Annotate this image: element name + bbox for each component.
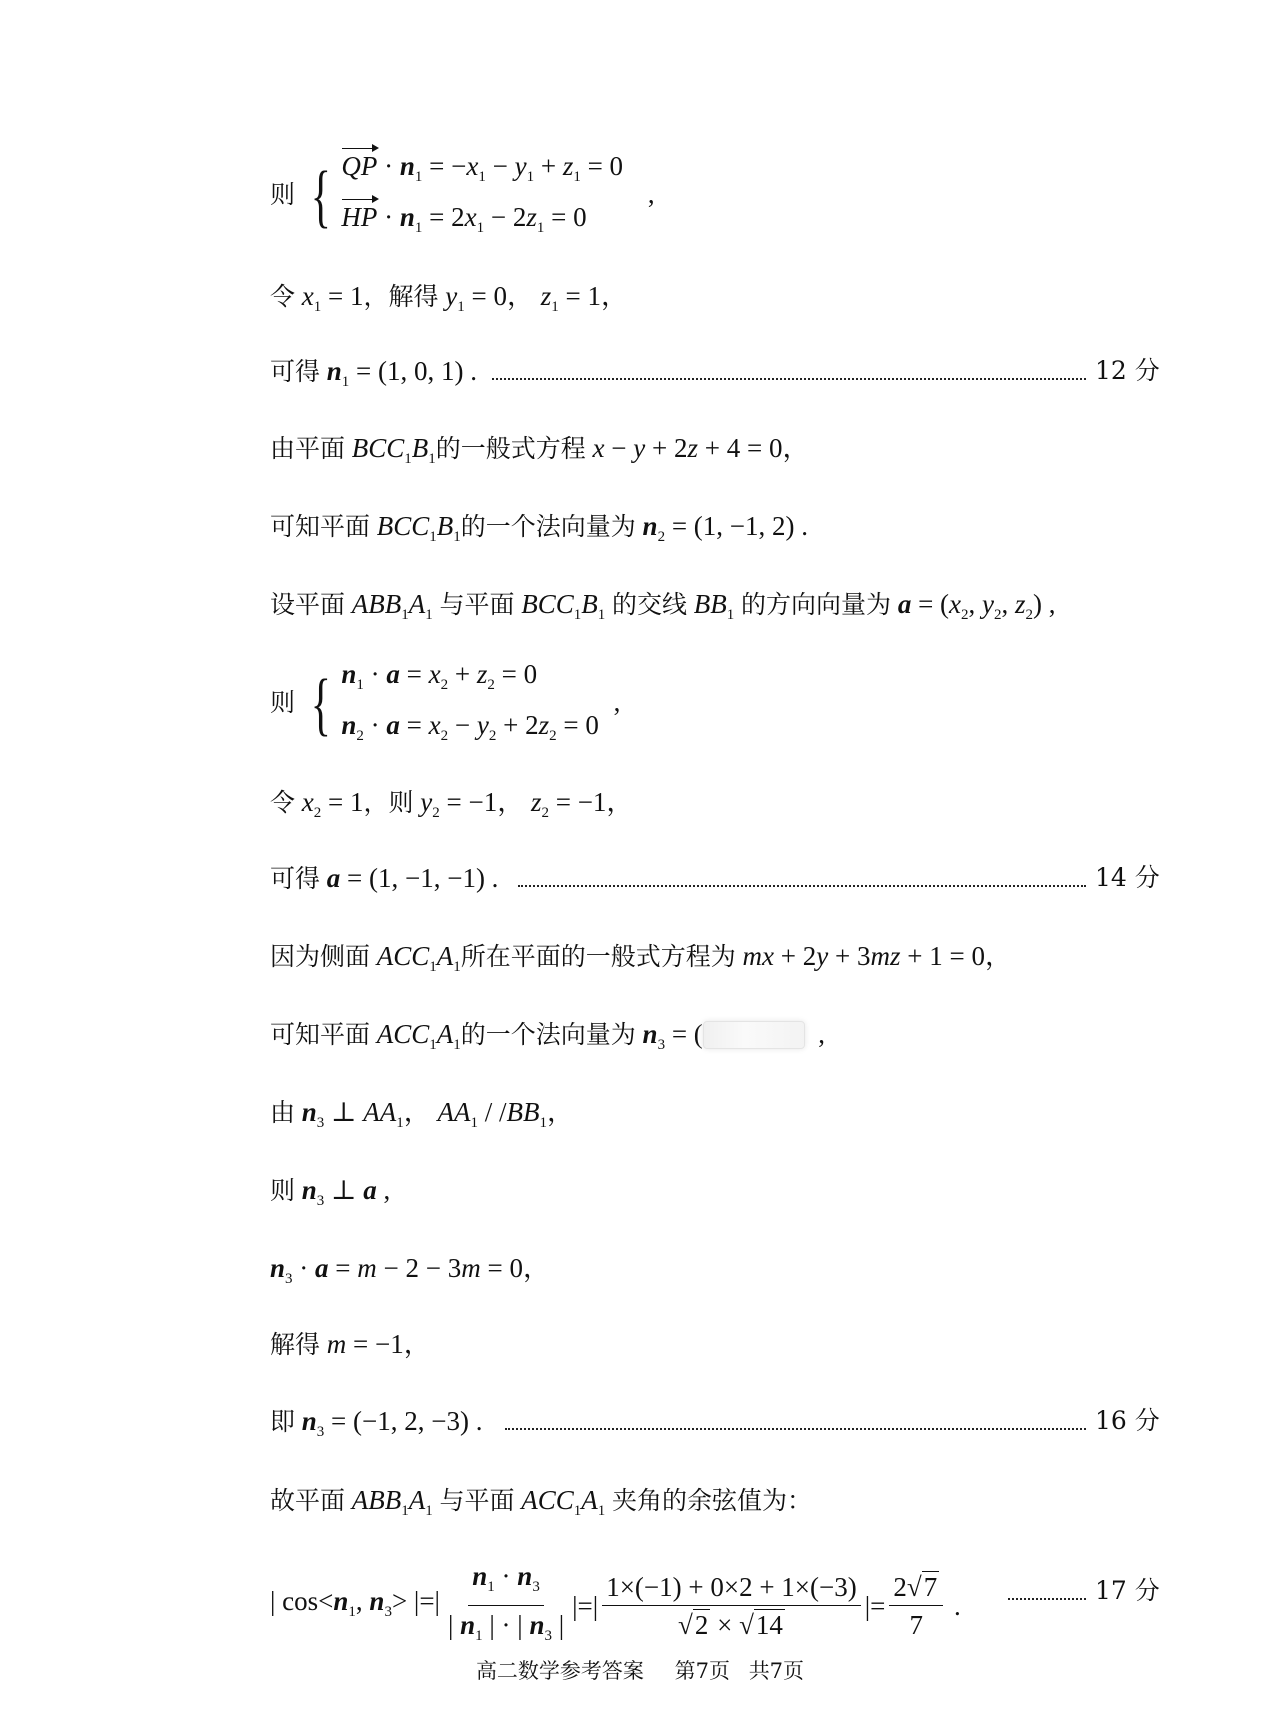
text-prefix: 即 <box>270 1407 296 1436</box>
eq-row: QP · $n_1 = -x_1 - y_1 + z_1 = 0$ <box>341 151 624 185</box>
text-prefix: 由 <box>270 1098 296 1127</box>
eq-n3: 可知平面 $ACC_1A_1$的一个法向量为 $n_3$ = ( , <box>270 1019 826 1053</box>
text-mid: ，解得 <box>363 282 439 311</box>
text-prefix: 设平面 <box>270 590 346 619</box>
eq-perp-aa1: 由 $n_3$ ⊥ $AA_1$， $AA_1 / /BB_1$， <box>270 1097 574 1131</box>
footer-page: 第7页 <box>674 1659 730 1683</box>
fraction: $\frac{n_1 \cdot n_3}{| n_1 | \cdot | n_3 |}$ <box>447 1561 565 1644</box>
eq-a-result: 可得 a = (1, −1, −1) . <box>270 863 499 893</box>
footer-subject: 高二数学参考答案 <box>475 1659 644 1683</box>
eq-plane-bcc1b1: 由平面 $BCC_1B_1$的一般式方程 x − y + 2z + 4 = 0， <box>270 433 810 467</box>
eq-cosine-formula: | $\cos<n_1$, $n_3>$ |=| $\frac{n_1 \cdot n_3}{| n_1 | \cdot | n_3 |}$ |=| $\frac{1\times(-1) + 0\times 2 + 1\times(-3)}{√2 \times √14}$ |= $\frac{2√7}{7}$ . <box>270 1560 961 1652</box>
eq-m-value: 解得 m = −1， <box>270 1329 431 1359</box>
text-prefix: 解得 <box>270 1330 321 1359</box>
text-mid: 的一般式方程 <box>435 434 586 463</box>
text-prefix: 因为侧面 <box>270 942 371 971</box>
text-prefix: 则 <box>270 180 296 210</box>
text-suffix: 夹角的余弦值为： <box>612 1486 813 1515</box>
score-12: 12 分 <box>1095 356 1160 385</box>
eq-let-x1: 令 $x_1 = 1$，解得 $y_1 = 0$， $z_1 = 1$， <box>270 281 628 315</box>
eq-row: $n_2 \cdot a = x_2 - y_2 + 2z_2 = 0$ <box>341 710 599 744</box>
fraction: $\frac{2√7}{7}$ <box>889 1571 943 1641</box>
text-prefix: 令 <box>270 788 296 817</box>
text-prefix: 可知平面 <box>270 512 371 541</box>
fraction: $\frac{1\times(-1) + 0\times 2 + 1\times(-3)}{√2 \times √14}$ <box>602 1571 861 1641</box>
dot-leader <box>505 1428 1086 1430</box>
eq-normal-system-2: 则 { $n_1 \cdot a = x_2 + z_2 = 0$ $n_2 \cdot a = x_2 - y_2 + 2z_2 = 0$ , <box>270 658 620 752</box>
page-footer <box>0 1655 1280 1685</box>
redacted-blur <box>703 1021 805 1049</box>
text-prefix: 则 <box>270 688 296 718</box>
text-mid: 与平面 <box>439 1486 515 1515</box>
score-14: 14 分 <box>1095 863 1160 892</box>
eq-n1-result: 可得 $n_1 = (1$, 0, 1) . <box>270 356 478 390</box>
text-mid: 的方向向量为 <box>741 590 892 619</box>
dot-leader <box>492 378 1086 380</box>
dot-leader <box>1008 1598 1086 1600</box>
eq-n2: 可知平面 $BCC_1B_1$的一个法向量为 $n_2 = (1$, −1, 2) . <box>270 511 809 545</box>
eq-plane-acc1a1: 因为侧面 $ACC_1A_1$所在平面的一般式方程为 mx + 2y + 3mz + 1 = 0， <box>270 941 1012 975</box>
equation-system: { $n_1 \cdot a = x_2 + z_2 = 0$ $n_2 \cdot a = x_2 - y_2 + 2z_2 = 0$ <box>302 658 599 752</box>
text-mid: 的一个法向量为 <box>460 512 636 541</box>
text-prefix: 故平面 <box>270 1486 346 1515</box>
text-prefix: 可知平面 <box>270 1020 371 1049</box>
equation-system: { QP · $n_1 = -x_1 - y_1 + z_1 = 0$ HP · $n_1 = 2x_1 - 2z_1 = 0$ <box>302 150 623 244</box>
eq-dot-product: $n_3 \cdot a = m - 2 - 3m = 0$， <box>270 1253 550 1287</box>
score-17: 17 分 <box>1095 1576 1160 1605</box>
text-mid: ，则 <box>363 788 414 817</box>
footer-total: 共7页 <box>748 1659 805 1683</box>
text-prefix: 可得 <box>270 864 321 893</box>
text-mid: 所在平面的一般式方程为 <box>460 942 736 971</box>
eq-row: $n_1 \cdot a = x_2 + z_2 = 0$ <box>341 659 538 693</box>
eq-n3-result: 即 $n_3 = (-1$, 2, −3) . <box>270 1406 483 1440</box>
eq-let-x2: 令 $x_2 = 1$，则 $y_2 = -1$， $z_2 = -1$， <box>270 787 634 821</box>
text-prefix: 由平面 <box>270 434 346 463</box>
text-mid: 与平面 <box>439 590 515 619</box>
text-prefix: 令 <box>270 282 296 311</box>
text-mid: 的一个法向量为 <box>460 1020 636 1049</box>
text-mid: 的交线 <box>612 590 688 619</box>
eq-row: HP · $n_1 = 2x_1 - 2z_1 = 0$ <box>341 202 587 236</box>
dot-leader <box>518 885 1086 887</box>
eq-direction-a: 设平面 $ABB_1A_1$ 与平面 $BCC_1B_1$ 的交线 $BB_1$ 的方向向量为 $a = (x_2$, $y_2$, $z_2$) , <box>270 589 1056 623</box>
eq-cosine-intro: 故平面 $ABB_1A_1$ 与平面 $ACC_1A_1$ 夹角的余弦值为： <box>270 1485 813 1519</box>
text-prefix: 则 <box>270 1176 296 1205</box>
score-16: 16 分 <box>1095 1406 1160 1435</box>
text-prefix: 可得 <box>270 357 321 386</box>
eq-normal-system-1: 则 { QP · $n_1 = -x_1 - y_1 + z_1 = 0$ HP · $n_1 = 2x_1 - 2z_1 = 0$ , <box>270 150 655 244</box>
eq-perp-a: 则 $n_3$ ⊥ a , <box>270 1175 391 1209</box>
